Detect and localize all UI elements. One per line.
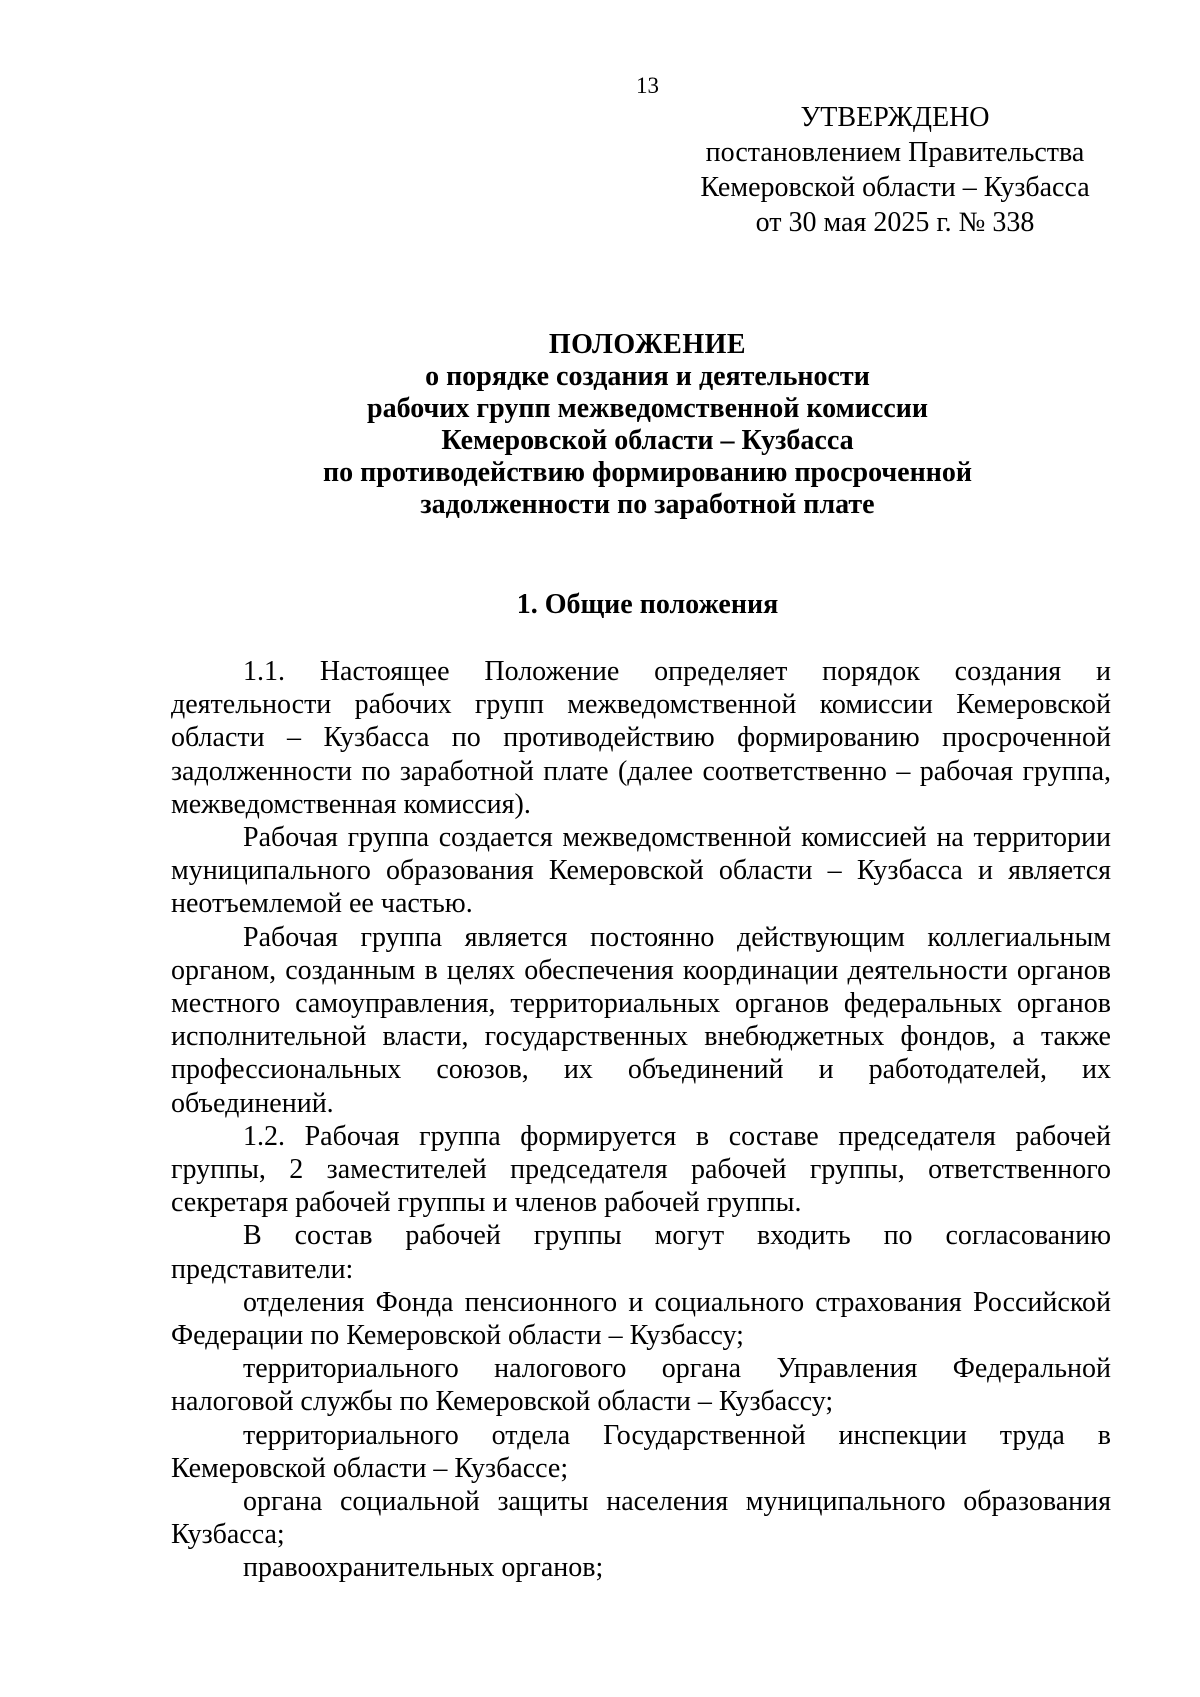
list-paragraph: отделения Фонда пенсионного и социального страхования Российской Федерации по Кемеровской области – Кузбассу; [171, 1286, 1111, 1352]
document-subtitle-line: Кемеровской области – Кузбасса [441, 425, 854, 456]
body-paragraph: В состав рабочей группы могут входить по согласованию представители: [171, 1220, 1111, 1285]
document-title: ПОЛОЖЕНИЕ [548, 329, 747, 360]
approval-date: от 30 мая 2025 г. № 338 [755, 207, 1035, 238]
list-paragraph: органа социальной защиты населения муниципального образования Кузбасса; [171, 1486, 1111, 1551]
list-paragraph: правоохранительных органов; [243, 1552, 604, 1584]
document-subtitle-line: по противодействию формированию просроченной [322, 457, 973, 488]
body-paragraph: 1.2. Рабочая группа формируется в составе председателя рабочей группы, 2 заместителей председателя рабочей группы, ответственного секретаря рабочей группы и членов рабочей группы. [171, 1120, 1111, 1219]
approval-line: Кемеровской области – Кузбасса [700, 172, 1090, 203]
document-subtitle-line: о порядке создания и деятельности [425, 361, 870, 392]
section-heading: 1. Общие положения [516, 589, 779, 620]
document-body [171, 655, 1111, 1585]
list-paragraph: территориального налогового органа Управления Федеральной налоговой службы по Кемеровской области – Кузбассу; [171, 1353, 1111, 1418]
approval-line: постановлением Правительства [705, 137, 1085, 168]
approval-title: УТВЕРЖДЕНО [800, 102, 990, 133]
document-title-block [200, 329, 1095, 521]
page-number: 13 [636, 73, 659, 98]
document-subtitle-line: рабочих групп межведомственной комиссии [367, 393, 928, 424]
list-paragraph: территориального отдела Государственной инспекции труда в Кемеровской области – Кузбассе; [171, 1419, 1111, 1484]
document-subtitle-line: задолженности по заработной плате [420, 489, 875, 520]
body-paragraph: Рабочая группа является постоянно действующим коллегиальным органом, созданным в целях обеспечения координации деятельности органов местного самоуправления, территориальных органов федеральных органов исполнительной власти, государственных внебюджетных фондов, а также профессиональных союзов, их объединений и работодателей, их объединений. [171, 921, 1111, 1119]
approval-stamp-block [690, 100, 1100, 240]
body-paragraph: 1.1. Настоящее Положение определяет порядок создания и деятельности рабочих групп межведомственной комиссии Кемеровской области – Кузбасса по противодействию формированию просроченной задолженности по заработной плате (далее соответственно – рабочая группа, межведомственная комиссия). [171, 656, 1111, 820]
body-paragraph: Рабочая группа создается межведомственной комиссией на территории муниципального образования Кемеровской области – Кузбасса и является неотъемлемой ее частью. [171, 822, 1111, 920]
